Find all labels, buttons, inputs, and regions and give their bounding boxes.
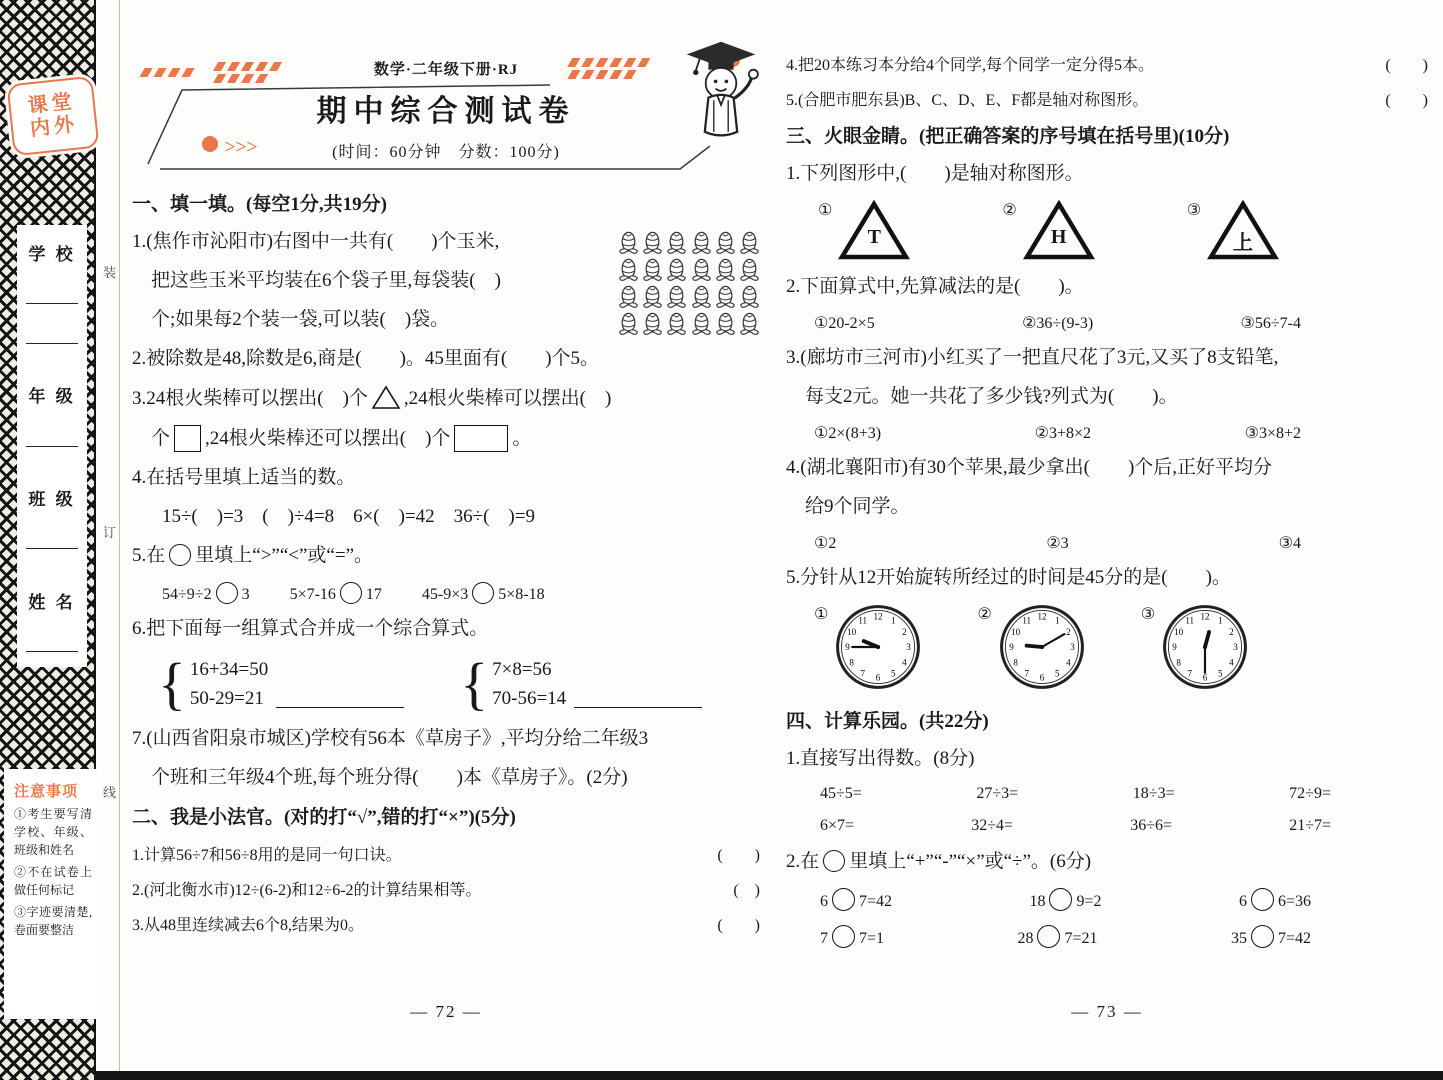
clock-face [999, 604, 1085, 695]
square-shape-icon [174, 425, 201, 452]
judge-item-3 [132, 912, 760, 935]
option[interactable]: ②36÷(9-3) [1022, 314, 1094, 332]
operator-circle-blank[interactable] [1049, 888, 1072, 911]
equation: 16+34=50 [189, 658, 269, 680]
op-row-2 [786, 925, 1311, 948]
corn-icon [642, 258, 663, 284]
judge-blank[interactable]: ( ) [1385, 57, 1428, 74]
equation: 50-29=21 [189, 688, 264, 710]
svg-text:6: 6 [1039, 672, 1044, 683]
comparison-circle-blank[interactable] [169, 544, 191, 566]
operator-circle-blank[interactable] [823, 850, 845, 872]
section-2-title: 二、我是小法官。(对的打“√”,错的打“×”)(5分) [132, 807, 516, 829]
question-3-5 [786, 565, 1428, 695]
triangle-sign-figure [838, 200, 910, 262]
q3-2-text: 2.下面算式中,先算减法的是( )。 [786, 275, 1084, 297]
write-line[interactable] [26, 651, 78, 652]
svg-text:9: 9 [1172, 641, 1177, 652]
operator-circle-blank[interactable] [1037, 925, 1060, 948]
scan-edge-bar [96, 1071, 1443, 1080]
calc-item[interactable]: 72÷9= [1289, 784, 1331, 802]
question-4-2 [786, 849, 1428, 948]
op-item: 7 7=1 [820, 925, 884, 948]
option[interactable]: ②3 [1046, 534, 1069, 552]
judge-item-4 [786, 52, 1428, 75]
symmetry-figure-3 [1187, 200, 1279, 262]
corn-icon [618, 285, 639, 311]
page-number-73: — 73 — [1071, 1002, 1143, 1021]
calc-item[interactable]: 27÷3= [976, 784, 1019, 802]
corn-icon [691, 231, 712, 257]
logo-text-2: 内外 [29, 113, 80, 141]
clock-option-1[interactable] [814, 604, 921, 695]
svg-text:6: 6 [876, 672, 881, 683]
exam-notes [7, 772, 99, 1016]
field-class-label: 班 级 [28, 489, 76, 509]
page-title: 期中综合测试卷 [316, 95, 576, 128]
write-line[interactable] [26, 343, 78, 344]
judge-blank[interactable]: ( ) [717, 847, 760, 865]
page-72-column [132, 38, 760, 947]
field-school-label: 学 校 [28, 245, 76, 264]
corn-icon [715, 285, 736, 311]
clock-options [786, 604, 1428, 695]
corn-figure [618, 231, 760, 339]
answer-line[interactable] [574, 707, 702, 708]
sign-glyph: 上 [1233, 231, 1254, 254]
q1-line2: 把这些玉米平均装在6个袋子里,每袋装( ) [151, 269, 501, 291]
triangle-sign-figure [1023, 200, 1095, 262]
svg-text:11: 11 [858, 615, 868, 626]
question-1-1 [132, 229, 760, 334]
page-number-72: — 72 — [410, 1002, 482, 1021]
corn-icon [715, 312, 736, 338]
merge-group-a [158, 651, 404, 716]
svg-text:10: 10 [1010, 626, 1020, 637]
svg-text:1: 1 [1054, 615, 1060, 626]
q3-4-line2: 给9个同学。 [805, 495, 910, 517]
triangle-shape-icon [371, 385, 401, 410]
judge-blank[interactable]: ( ) [1385, 92, 1428, 109]
q5-part2: 里填上“>”“<”或“=”。 [195, 544, 374, 566]
svg-text:12: 12 [873, 611, 883, 622]
q6-groups [132, 651, 760, 716]
write-line[interactable] [26, 303, 78, 304]
judge-item-2 [132, 877, 760, 900]
field-grade-label: 年 级 [28, 387, 76, 407]
exam-notes-title: 注意事项 [14, 784, 79, 800]
calc-item[interactable]: 45÷5= [820, 784, 862, 802]
comparison-circle-blank[interactable] [216, 582, 238, 604]
exam-note-3: ③字迹要清楚,卷面要整洁 [14, 905, 92, 937]
svg-text:7: 7 [1024, 668, 1029, 679]
time-score-label: (时间：60分钟 分数：100分) [332, 144, 560, 161]
op-item: 18 9=2 [1029, 888, 1101, 911]
operator-circle-blank[interactable] [1251, 888, 1274, 911]
svg-text:11: 11 [1022, 615, 1031, 626]
option-label: ③ [1140, 603, 1156, 623]
calc-row-1 [786, 785, 1331, 803]
svg-text:7: 7 [1187, 668, 1193, 679]
svg-text:3: 3 [906, 641, 912, 652]
question-1-6 [132, 616, 760, 714]
triangle-sign-figure [1207, 200, 1279, 262]
option[interactable]: ①2×(8+3) [814, 424, 882, 442]
q3-2-options [786, 313, 1301, 333]
clock-option-3[interactable] [1141, 604, 1248, 695]
student-info-fields [20, 228, 84, 664]
judge-blank[interactable]: ( ) [733, 882, 760, 900]
equation: 7×8=56 [492, 658, 552, 680]
calc-item[interactable]: 6×7= [820, 816, 855, 834]
symmetry-figure-1 [818, 200, 910, 262]
section-4-title: 四、计算乐园。(共22分) [786, 710, 989, 732]
svg-text:12: 12 [1037, 611, 1047, 622]
op-item: 28 7=21 [1017, 925, 1097, 948]
corn-icon [666, 312, 687, 338]
write-line[interactable] [26, 548, 78, 549]
corn-icon [642, 312, 663, 338]
corn-icon [691, 258, 712, 284]
equation: 70-56=14 [492, 688, 567, 710]
calc-item[interactable]: 21÷7= [1289, 816, 1331, 834]
operator-circle-blank[interactable] [832, 925, 855, 948]
q3-part2: ,24根火柴棒可以摆出( ) [403, 387, 612, 409]
question-1-4 [132, 465, 760, 531]
brace-icon: { [460, 651, 489, 716]
option-label: ① [814, 603, 829, 623]
rectangle-shape-icon [454, 425, 508, 452]
option[interactable]: ①2 [814, 534, 837, 552]
ketang-neiwai-logo [6, 76, 99, 157]
binding-char-2: 订 [103, 525, 117, 540]
clock-face [1162, 604, 1248, 695]
write-line[interactable] [26, 446, 78, 447]
option-label: ③ [1186, 199, 1202, 219]
svg-text:9: 9 [1008, 641, 1014, 652]
svg-text:8: 8 [1013, 657, 1018, 668]
question-3-1 [786, 161, 1428, 262]
question-1-5 [132, 543, 760, 604]
corn-icon [691, 312, 712, 338]
section-1-title: 一、填一填。(每空1分,共19分) [132, 194, 387, 215]
judge-item-5 [786, 87, 1428, 110]
corn-icon [691, 285, 712, 311]
q7-line1: 7.(山西省阳泉市城区)学校有56本《草房子》,平均分给二年级3 [132, 727, 649, 749]
q4-title: 4.在括号里填上适当的数。 [132, 466, 356, 488]
question-1-2 [132, 346, 760, 373]
calc-item[interactable]: 32÷4= [971, 816, 1014, 834]
sign-glyph: H [1050, 225, 1067, 248]
option-label: ① [818, 199, 833, 219]
question-1-7 [132, 726, 760, 792]
svg-text:8: 8 [1176, 657, 1181, 668]
svg-text:5: 5 [1218, 668, 1223, 679]
option-label: ② [977, 603, 992, 623]
exam-note-1: ①考生要写清学校、年级、班级和姓名 [14, 807, 92, 857]
judge-text: 4.把20本练习本分给4个同学,每个同学一定分得5本。 [786, 57, 1155, 74]
judge-text: 2.(河北衡水市)12÷(6-2)和12÷6-2的计算结果相等。 [132, 882, 482, 900]
comparison-circle-blank[interactable] [472, 582, 494, 604]
judge-blank[interactable]: ( ) [717, 917, 760, 935]
calc-row-2 [786, 817, 1331, 835]
svg-text:11: 11 [1185, 615, 1195, 626]
answer-line[interactable] [276, 707, 404, 708]
comparison-item: 45-9×3 5×8-18 [422, 582, 545, 604]
q3-3-line1: 3.(廊坊市三河市)小红买了一把直尺花了3元,又买了8支铅笔, [786, 346, 1279, 368]
option[interactable]: ③3×8+2 [1244, 424, 1301, 442]
corn-icon [642, 231, 663, 257]
option[interactable]: ①20-2×5 [814, 314, 875, 332]
corn-icon [739, 258, 760, 284]
comparison-circle-blank[interactable] [340, 582, 362, 604]
q3-5-text: 5.分针从12开始旋转所经过的时间是45分的是( )。 [786, 566, 1231, 588]
exam-note-2: ②不在试卷上做任何标记 [14, 865, 92, 897]
op-row-1 [786, 888, 1311, 911]
svg-text:8: 8 [849, 657, 855, 668]
section-3-title: 三、火眼金睛。(把正确答案的序号填在括号里)(10分) [786, 126, 1230, 147]
operator-circle-blank[interactable] [832, 888, 855, 911]
judge-text: 1.计算56÷7和56÷8用的是同一句口诀。 [132, 847, 402, 865]
svg-text:10: 10 [847, 626, 857, 637]
q4-2-part1: 2.在 [786, 850, 820, 872]
q2-text: 2.被除数是48,除数是6,商是( )。45里面有( )个5。 [132, 347, 600, 369]
svg-text:12: 12 [1200, 611, 1210, 622]
op-item: 6 7=42 [820, 888, 892, 911]
corn-icon [618, 231, 639, 257]
judge-text: 5.(合肥市肥东县)B、C、D、E、F都是轴对称图形。 [786, 92, 1149, 109]
svg-text:2: 2 [1229, 626, 1234, 637]
svg-text:9: 9 [845, 641, 851, 652]
q3-3-line2: 每支2元。她一共花了多少钱?列式为( )。 [805, 385, 1178, 407]
q5-part1: 5.在 [132, 544, 166, 566]
svg-text:5: 5 [1054, 668, 1060, 679]
svg-text:3: 3 [1069, 641, 1075, 652]
question-3-4 [786, 455, 1428, 553]
corn-icon [666, 231, 687, 257]
binding-line [119, 0, 120, 1080]
q3-part3: 个 [151, 427, 171, 449]
merge-group-b [460, 651, 702, 716]
q4-1-title: 1.直接写出得数。(8分) [786, 747, 975, 769]
symmetry-figure-2 [1002, 200, 1094, 262]
option[interactable]: ③56÷7-4 [1240, 314, 1301, 332]
corn-icon [739, 231, 760, 257]
corn-icon [618, 258, 639, 284]
corn-icon [715, 231, 736, 257]
svg-text:4: 4 [1229, 657, 1234, 668]
svg-text:3: 3 [1233, 641, 1238, 652]
svg-text:2: 2 [1065, 626, 1071, 637]
comparison-item: 5×7-16 17 [290, 582, 382, 604]
operator-circle-blank[interactable] [1251, 925, 1274, 948]
question-1-3 [132, 385, 760, 453]
option[interactable]: ②3+8×2 [1034, 424, 1092, 442]
clock-face [835, 604, 921, 695]
q4-2-part2: 里填上“+”“-”“×”或“÷”。(6分) [849, 850, 1092, 872]
graduate-mascot-illustration [676, 40, 766, 153]
clock-option-2[interactable] [977, 604, 1084, 695]
corn-icon [739, 285, 760, 311]
corn-icon [739, 312, 760, 338]
op-item: 35 7=42 [1231, 925, 1311, 948]
question-4-1 [786, 746, 1428, 835]
option-label: ② [1002, 199, 1017, 219]
op-item: 6 6=36 [1239, 888, 1311, 911]
svg-text:4: 4 [902, 657, 908, 668]
logo-text-1: 课堂 [26, 90, 77, 118]
corn-icon [715, 258, 736, 284]
q3-line2 [132, 425, 760, 453]
svg-text:1: 1 [891, 615, 896, 626]
judge-item-1 [132, 842, 760, 865]
q3-part4: ,24根火柴棒还可以摆出( )个 [205, 427, 451, 449]
q4-2-title [786, 849, 1428, 876]
svg-text:7: 7 [860, 668, 866, 679]
q6-title: 6.把下面每一组算式合并成一个综合算式。 [132, 617, 489, 639]
comparison-item: 54÷9÷2 3 [162, 582, 250, 604]
corn-icon [666, 285, 687, 311]
judge-text: 3.从48里连续减去6个8,结果为0。 [132, 917, 365, 935]
q1-line1: 1.(焦作市沁阳市)右图中一共有( )个玉米, [132, 230, 500, 252]
title-banner [132, 38, 760, 176]
corn-icon [618, 312, 639, 338]
corn-icon [642, 285, 663, 311]
q4-equations: 15÷( )=3 ( )÷4=8 6×( )=42 36÷( )=9 [162, 505, 535, 527]
svg-text:5: 5 [891, 668, 896, 679]
calc-item[interactable]: 36÷6= [1130, 816, 1173, 834]
q1-line3: 个;如果每2个装一袋,可以装( )袋。 [151, 308, 450, 330]
q7-line2: 个班和三年级4个班,每个班分得( )本《草房子》。(2分) [151, 766, 628, 788]
brace-icon: { [158, 651, 186, 716]
q3-3-options [786, 423, 1301, 443]
q3-line1 [132, 385, 760, 413]
binding-char-1: 装 [103, 265, 117, 280]
question-3-3 [786, 345, 1428, 443]
question-3-2 [786, 274, 1428, 333]
q3-part1: 3.24根火柴棒可以摆出( )个 [132, 387, 368, 409]
page-73-column [786, 52, 1428, 962]
q3-4-line1: 4.(湖北襄阳市)有30个苹果,最少拿出( )个后,正好平均分 [786, 456, 1273, 478]
q5-comparisons [132, 582, 760, 604]
corn-icon [666, 258, 687, 284]
q3-4-options [786, 533, 1301, 553]
field-name-label: 姓 名 [28, 592, 76, 612]
q5-title [132, 543, 760, 570]
svg-text:2: 2 [902, 626, 908, 637]
sign-glyph: T [867, 225, 882, 248]
svg-text:4: 4 [1065, 657, 1071, 668]
binding-char-3: 线 [103, 785, 117, 800]
svg-text:10: 10 [1174, 626, 1184, 637]
calc-item[interactable]: 18÷3= [1132, 784, 1175, 802]
q3-part5: 。 [512, 427, 532, 449]
q3-1-text: 1.下列图形中,( )是轴对称图形。 [786, 162, 1084, 184]
svg-text:6: 6 [1202, 672, 1208, 683]
symmetry-figures [786, 200, 1428, 262]
arrows-decoration: ＞＞＞ [224, 140, 258, 154]
svg-text:1: 1 [1218, 615, 1223, 626]
edition-label: 数学·二年级下册·RJ [373, 62, 519, 78]
option[interactable]: ③4 [1278, 534, 1301, 552]
